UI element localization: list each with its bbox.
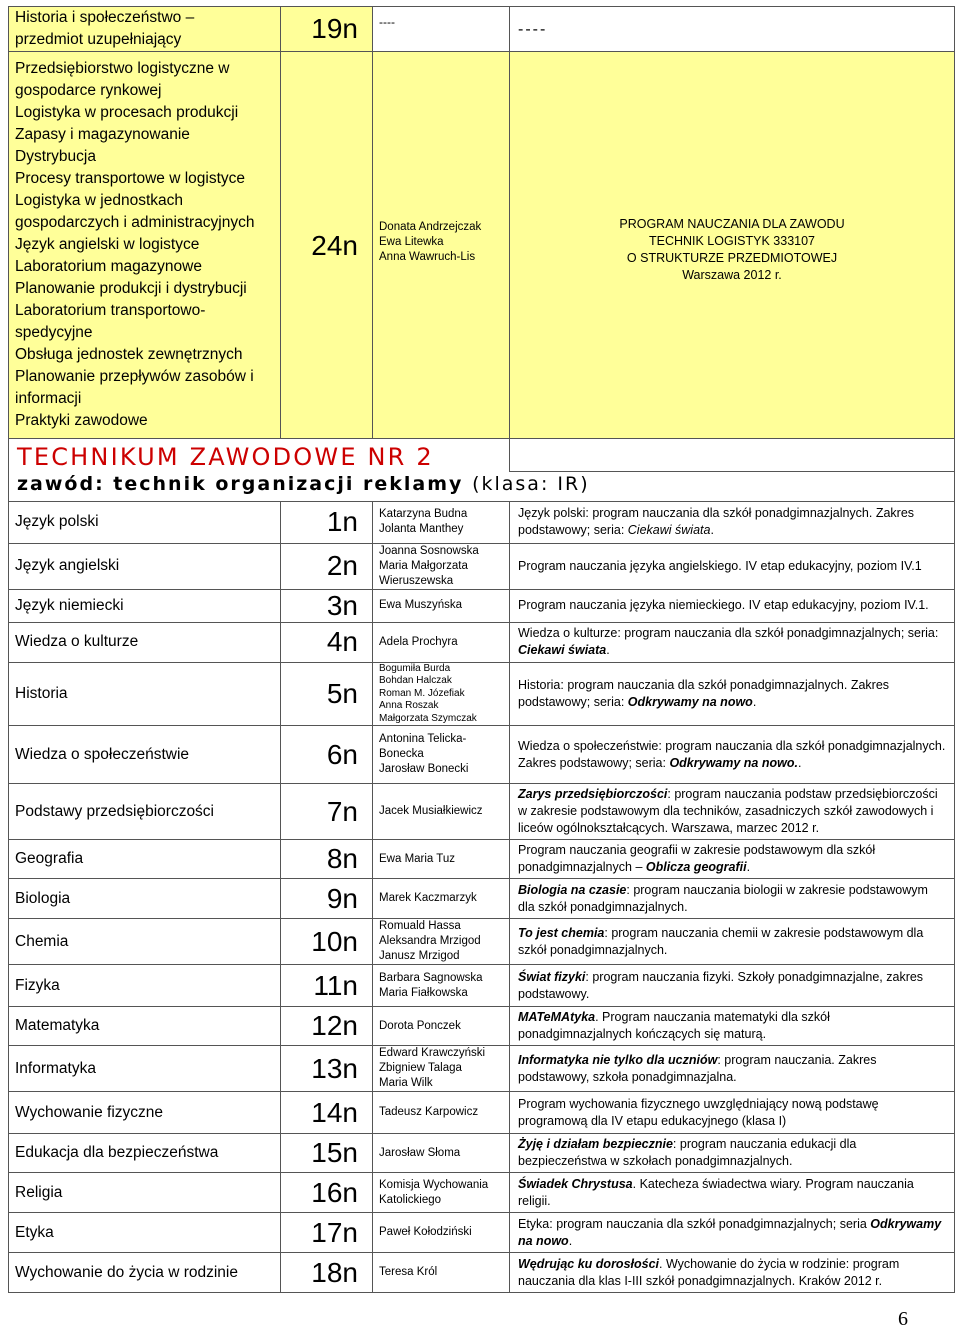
teacher-cell: [373, 840, 510, 879]
code-cell: 2n: [281, 543, 373, 589]
subject-cell: Wychowanie do życia w rodzinie: [9, 1253, 281, 1293]
program-cell: [510, 52, 955, 439]
program-cell: [510, 965, 955, 1007]
subject-cell: Edukacja dla bezpieczeństwa: [9, 1134, 281, 1173]
subject-cell: Wiedza o kulturze: [9, 622, 281, 662]
table-row: [9, 543, 955, 589]
code-cell: 9n: [281, 879, 373, 919]
teacher-lines: [379, 220, 503, 265]
code-cell: 4n: [281, 622, 373, 662]
program-text: Świat fizyki: [518, 969, 586, 984]
teacher-name: Bonecka: [379, 748, 424, 760]
profession-title: [9, 471, 955, 501]
subject-cell: Geografia: [9, 840, 281, 879]
teacher-name: Janusz Mrzigod: [379, 950, 460, 962]
subject-line: Logistyka w jednostkach: [15, 192, 184, 209]
program-text: . Wychowanie do życia w rodzinie: program nauczania dla klas I-III szkół ponadgimnazjalnych. Kraków 2012 r.: [518, 1256, 900, 1288]
program-text: .: [746, 860, 751, 874]
subject-line: informacji: [15, 390, 82, 407]
program-cell: [510, 1007, 955, 1046]
table-row: [9, 1213, 955, 1253]
program-text: : program nauczania chemii w zakresie podstawowym dla szkół ponadgimnazjalnych.: [518, 925, 924, 957]
program-cell: [510, 1173, 955, 1213]
program-cell: [510, 589, 955, 622]
subject-cell: Biologia: [9, 879, 281, 919]
program-text: Ciekawi świata: [518, 643, 607, 657]
program-text: Informatyka nie tylko dla uczniów: [518, 1052, 718, 1067]
teacher-name: Zbigniew Talaga: [379, 1062, 462, 1074]
table-row: [9, 1253, 955, 1293]
program-cell: [510, 1092, 955, 1134]
teacher-cell: [373, 589, 510, 622]
program-text: To jest chemia: [518, 925, 605, 940]
subject-line: Laboratorium transportowo-: [15, 302, 206, 319]
program-text: Program nauczania języka angielskiego. IV etap edukacyjny, poziom IV.1: [518, 558, 922, 573]
subject-cell: Podstawy przedsiębiorczości: [9, 784, 281, 840]
program-cell: [510, 543, 955, 589]
subject-line: Obsługa jednostek zewnętrznych: [15, 346, 243, 363]
program-lines: [510, 216, 954, 284]
teacher-name: Maria Fiałkowska: [379, 986, 468, 999]
program-cell: [510, 919, 955, 965]
subject-cell: Język polski: [9, 501, 281, 543]
table-row: [9, 1046, 955, 1092]
table-row: [9, 1134, 955, 1173]
program-cell: ----: [510, 7, 955, 52]
teacher-cell: [373, 662, 510, 726]
subject-line: Planowanie przepływów zasobów i: [15, 368, 254, 385]
teacher-cell: [373, 879, 510, 919]
program-cell: [510, 1134, 955, 1173]
teacher-cell: [373, 1134, 510, 1173]
program-text: Ciekawi świata: [627, 523, 711, 537]
profession-name: zawód: technik organizacji reklamy: [17, 473, 464, 495]
subject-cell: Historia: [9, 662, 281, 726]
teacher-name: Roman M. Józefiak: [379, 687, 465, 699]
program-text: Świadek Chrystusa: [518, 1176, 633, 1191]
subject-line: Dystrybucja: [15, 148, 96, 165]
teacher-cell: [373, 543, 510, 589]
teacher-name: Teresa Król: [379, 1266, 438, 1278]
code-cell: 11n: [281, 965, 373, 1007]
subject-cell: Wychowanie fizyczne: [9, 1092, 281, 1134]
subject-line: Przedsiębiorstwo logistyczne w: [15, 60, 230, 77]
code-cell: 5n: [281, 662, 373, 726]
table-row: [9, 622, 955, 662]
program-text: : program nauczania fizyki. Szkoły ponadgimnazjalne, zakres podstawowy.: [518, 969, 924, 1001]
code-cell: 15n: [281, 1134, 373, 1173]
teacher-name: Joanna Sosnowska: [379, 544, 479, 557]
subject-cell: Chemia: [9, 919, 281, 965]
teacher-name: Marek Kaczmarzyk: [379, 892, 477, 904]
teacher-name: Donata Andrzejczak: [379, 221, 482, 233]
table-row: [9, 965, 955, 1007]
program-text: Zarys przedsiębiorczości: [518, 787, 668, 801]
program-text: Język polski: program nauczania dla szkół ponadgimnazjalnych. Zakres podstawowy; seria:: [518, 506, 915, 537]
subject-cell: Etyka: [9, 1213, 281, 1253]
subject-line: Praktyki zawodowe: [15, 412, 148, 429]
subject-line: Historia i społeczeństwo –: [15, 9, 195, 26]
subject-cell: Religia: [9, 1173, 281, 1213]
program-text: : program nauczania podstaw przedsiębiorczości w zakresie podstawowym dla techników, zasadniczych szkół zawodowych i liceów ogólnokształcących. Warszawa, marzec 2012 r.: [518, 787, 938, 835]
table-row: [9, 1007, 955, 1046]
teacher-name: Bohdan Halczak: [379, 675, 452, 686]
program-text: Odkrywamy na nowo: [627, 694, 753, 709]
program-cell: [510, 840, 955, 879]
program-text: : program nauczania. Zakres podstawowy, szkoła ponadgimnazjalna.: [518, 1052, 877, 1084]
teacher-name: Adela Prochyra: [379, 635, 458, 648]
program-line: PROGRAM NAUCZANIA DLA ZAWODU: [619, 217, 845, 231]
table-row: [9, 726, 955, 784]
program-text: Oblicza geografii: [645, 860, 747, 874]
subject-line: Język angielski w logistyce: [15, 236, 200, 253]
program-cell: [510, 1213, 955, 1253]
program-cell: [510, 622, 955, 662]
program-cell: [510, 1046, 955, 1092]
teacher-name: Barbara Sagnowska: [379, 971, 483, 984]
teacher-cell: [373, 784, 510, 840]
curriculum-table: [8, 6, 955, 1293]
teacher-name: Paweł Kołodziński: [379, 1226, 472, 1238]
teacher-cell: [373, 52, 510, 439]
code-cell: 3n: [281, 589, 373, 622]
subject-cell: Fizyka: [9, 965, 281, 1007]
school-title: TECHNIKUM ZAWODOWE NR 2: [9, 439, 510, 472]
program-text: Program nauczania języka niemieckiego. IV etap edukacyjny, poziom IV.1.: [518, 598, 929, 612]
teacher-cell: ----: [373, 7, 510, 52]
table-row: [9, 439, 955, 472]
teacher-name: Jacek Musiałkiewicz: [379, 805, 483, 817]
code-cell: 6n: [281, 726, 373, 784]
program-text: Wiedza o społeczeństwie: program nauczania dla szkół ponadgimnazjalnych. Zakres podstawowy; seria:: [518, 738, 946, 770]
program-text: .: [797, 755, 802, 770]
program-text: Etyka: program nauczania dla szkół ponadgimnazjalnych; seria: [518, 1216, 871, 1231]
subject-lines: [15, 58, 274, 432]
code-cell: 17n: [281, 1213, 373, 1253]
program-cell: [510, 879, 955, 919]
subject-cell: Informatyka: [9, 1046, 281, 1092]
table-row: [9, 471, 955, 501]
teacher-name: Wieruszewska: [379, 574, 454, 587]
teacher-name: Jarosław Słoma: [379, 1146, 461, 1159]
program-cell: [510, 1253, 955, 1293]
teacher-name: Ewa Litewka: [379, 236, 444, 248]
code-cell: 1n: [281, 501, 373, 543]
table-row: [9, 784, 955, 840]
teacher-name: Jarosław Bonecki: [379, 763, 469, 775]
subject-line: Procesy transportowe w logistyce: [15, 170, 246, 187]
program-text: Program nauczania geografii w zakresie podstawowym dla szkół ponadgimnazjalnych –: [518, 843, 876, 874]
red-band: [510, 439, 955, 472]
code-cell: 14n: [281, 1092, 373, 1134]
teacher-name: Jolanta Manthey: [379, 523, 464, 535]
teacher-cell: [373, 726, 510, 784]
program-text: Odkrywamy na nowo.: [669, 755, 798, 770]
program-text: MATeMAtyka: [518, 1010, 596, 1024]
teacher-name: Edward Krawczyński: [379, 1047, 486, 1059]
table-row: [9, 52, 955, 439]
subject-line: gospodarce rynkowej: [15, 82, 162, 99]
program-cell: [510, 726, 955, 784]
subject-cell: Język niemiecki: [9, 589, 281, 622]
table-row: [9, 589, 955, 622]
teacher-cell: [373, 965, 510, 1007]
teacher-name: Dorota Ponczek: [379, 1019, 461, 1032]
program-cell: [510, 501, 955, 543]
subject-cell: [9, 52, 281, 439]
subject-line: spedycyjne: [15, 324, 93, 341]
table-row: [9, 1092, 955, 1134]
subject-line: Zapasy i magazynowanie: [15, 126, 190, 143]
teacher-name: Anna Wawruch-Lis: [379, 251, 476, 263]
program-text: Biologia na czasie: [518, 882, 627, 897]
teacher-name: Aleksandra Mrzigod: [379, 935, 481, 947]
subject-cell: [9, 7, 281, 52]
program-text: Historia: program nauczania dla szkół ponadgimnazjalnych. Zakres podstawowy; seria:: [518, 677, 890, 709]
teacher-name: Katolickiego: [379, 1193, 442, 1206]
program-line: TECHNIK LOGISTYK 333107: [648, 234, 816, 248]
program-text: Żyję i działam bezpiecznie: [518, 1137, 673, 1151]
code-cell: 12n: [281, 1007, 373, 1046]
subject-line: Planowanie produkcji i dystrybucji: [15, 280, 247, 297]
subject-line: Logistyka w procesach produkcji: [15, 104, 239, 121]
code-cell: 13n: [281, 1046, 373, 1092]
code-cell: 8n: [281, 840, 373, 879]
program-text: .: [606, 643, 610, 657]
table-row: [9, 7, 955, 52]
teacher-cell: [373, 919, 510, 965]
program-text: Wędrując ku dorosłości: [518, 1256, 660, 1271]
subject-lines: [15, 7, 274, 51]
program-text: : program nauczania edukacji dla bezpieczeństwa w szkołach ponadgimnazjalnych.: [518, 1137, 857, 1168]
program-line: Warszawa 2012 r.: [682, 268, 782, 282]
teacher-cell: [373, 501, 510, 543]
teacher-name: Bogumiła Burda: [379, 662, 451, 674]
teacher-name: Anna Roszak: [379, 700, 439, 711]
teacher-cell: [373, 1092, 510, 1134]
table-row: [9, 840, 955, 879]
teacher-name: Katarzyna Budna: [379, 508, 468, 520]
teacher-name: Małgorzata Szymczak: [379, 712, 477, 724]
teacher-name: Komisja Wychowania: [379, 1178, 489, 1191]
teacher-cell: [373, 1007, 510, 1046]
code-cell: 10n: [281, 919, 373, 965]
teacher-cell: [373, 1173, 510, 1213]
teacher-name: Ewa Muszyńska: [379, 599, 463, 611]
teacher-name: Romuald Hassa: [379, 920, 461, 932]
program-text: .: [568, 1233, 573, 1248]
teacher-name: Maria Małgorzata: [379, 559, 468, 572]
program-text: . Katecheza świadectwa wiary. Program nauczania religii.: [518, 1176, 914, 1208]
program-text: .: [752, 694, 757, 709]
teacher-cell: [373, 622, 510, 662]
subject-cell: Język angielski: [9, 543, 281, 589]
table-row: [9, 919, 955, 965]
teacher-cell: [373, 1046, 510, 1092]
program-text: .: [710, 523, 714, 537]
teacher-name: Maria Wilk: [379, 1077, 433, 1089]
profession-class: (klasa: IR): [472, 473, 590, 495]
program-text: Program wychowania fizycznego uwzględniający nową podstawę programową dla IV etapu edukacyjnego (klasa I): [518, 1096, 879, 1128]
table-row: [9, 662, 955, 726]
table-row: [9, 879, 955, 919]
teacher-name: Ewa Maria Tuz: [379, 852, 456, 865]
table-row: [9, 501, 955, 543]
program-text: : program nauczania biologii w zakresie podstawowym dla szkół ponadgimnazjalnych.: [518, 882, 928, 914]
subject-cell: Wiedza o społeczeństwie: [9, 726, 281, 784]
code-cell: 18n: [281, 1253, 373, 1293]
page-number: 6: [898, 1308, 908, 1330]
code-cell: 19n: [281, 7, 373, 52]
program-line: O STRUKTURZE PRZEDMIOTOWEJ: [626, 251, 838, 265]
teacher-name: Tadeusz Karpowicz: [379, 1106, 479, 1118]
code-cell: 24n: [281, 52, 373, 439]
table-row: [9, 1173, 955, 1213]
program-text: Wiedza o kulturze: program nauczania dla szkół ponadgimnazjalnych; seria:: [518, 626, 939, 640]
teacher-name: Antonina Telicka-: [379, 733, 467, 745]
subject-cell: Matematyka: [9, 1007, 281, 1046]
teacher-cell: [373, 1213, 510, 1253]
program-cell: [510, 662, 955, 726]
program-text: . Program nauczania matematyki dla szkół ponadgimnazjalnych kończących się maturą.: [518, 1010, 830, 1041]
code-cell: 7n: [281, 784, 373, 840]
subject-line: przedmiot uzupełniający: [15, 31, 182, 48]
program-text: Odkrywamy na nowo: [518, 1216, 942, 1248]
subject-line: Laboratorium magazynowe: [15, 258, 202, 275]
code-cell: 16n: [281, 1173, 373, 1213]
subject-line: gospodarczych i administracyjnych: [15, 214, 255, 231]
teacher-cell: [373, 1253, 510, 1293]
program-cell: [510, 784, 955, 840]
